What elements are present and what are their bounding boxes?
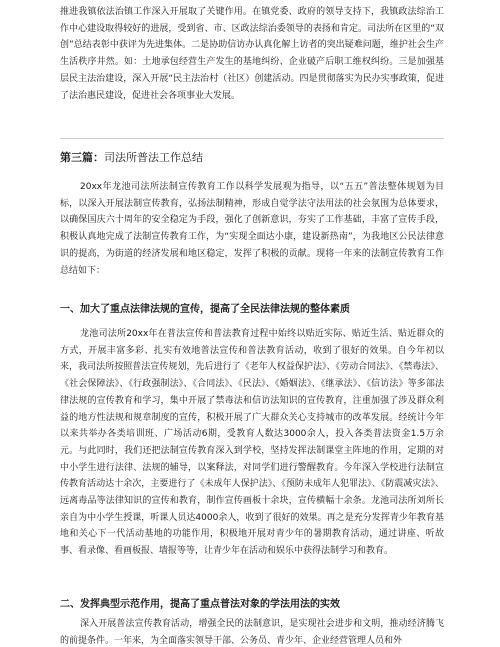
article-title-prefix: 第三篇： xyxy=(60,151,104,164)
section-2-paragraph: 深入开展普法宣传教育活动，增强全民的法制意识，是实现社会进步和文明，推动经济腾飞的前提条件。一年来，为全面落实领导干部、公务员、青少年、企业经营管理人员和外 xyxy=(60,619,444,646)
section-heading-2: 二、发挥典型示范作用，提高了重点普法对象的学法用法的实效 xyxy=(60,599,340,610)
article-title-text: 司法所普法工作总结 xyxy=(104,151,203,164)
section-divider xyxy=(60,138,444,139)
section-1-paragraph: 龙池司法所20xx年在普法宣传和普法教育过程中始终以贴近实际、贴近生活、贴近群众的方式，开展丰富多彩、扎实有效地普法宣传和普法教育活动，收到了很好的效果。自今年初以来，我司法所按照普法宣传规划，先后进行了《老年人权益保护法》、《劳动合同法》、《禁毒法》、《社会保障法》、《行政强制法》、《合同法》、《民法》、《婚姻法》、《继承法》、《信访法》等多部法律法规的宣传教育和学习，集中开展了禁毒法和信访法知识的宣传教育，注重加强了涉及群众利益的地方性法规和规章制度的宣传，积极开展了广大群众关心支持城市的改革发展。经统计今年以来共举办各类培训班、广场活动6期，受教育人数达3000余人，投入各类普法资金1.5万余元。与此同时，我们还把法制宣传教育深入到学校，坚持发挥法制课堂主阵地的作用，定期的对中小学生进行法律、法规的辅导，以案释法，对同学们进行警醒教育。今年深入学校进行法制宣传教育活动达十余次，主要进行了《未成年人保护法》、《预防未成年人犯罪法》、《防震减灾法》、远离毒品等法律知识的宣传和教育，制作宣传画板十余块，宣传横幅十余条。龙池司法所刘所长亲自为中小学生授课，听课人员达4000余人，收到了很好的效果。再之是充分发挥青少年教育基地和关心下一代活动基地的功能作用，积极地开展对青少年的暑期教育活动，通过讲座、听故事、看录像、看画板报、墙报等等，让青少年在活动和娱乐中获得法制学习和教育。 xyxy=(60,329,444,557)
article-title xyxy=(60,150,444,166)
intro-paragraph: 推进我镇依法治镇工作深入开展取了关键作用。在镇党委、政府的领导支持下，我镇政法综治工作中心建设取得较好的进展，受到省、市、区政法综治委领导的表扬和肯定。司法所在区里的“双创”总结表彰中获评为先进集体。二是协助信访办认真化解上访者的突出疑难问题，维护社会生产生活秩序井然。如：土地承包经营生产发生的基地纠纷、企业破产后职工维权纠纷。三是加强基层民主法治建设，深入开展“民主法治村（社区）创建活动。四是贯彻落实为民办实事政策，促进了法治惠民建设，促进社会各项事业大发展。 xyxy=(60,7,444,101)
summary-paragraph: 20xx年龙池司法所法制宣传教育工作以科学发展观为指导，以“五五”普法整体规划为目标，以深入开展法制宣传教育，弘扬法制精神，形成自觉学法守法用法的社会氛围为总体要求，以确保国庆六十周年的安全稳定为手段，强化了创新意识，夯实了工作基础，丰富了宣传手段，积极认真地完成了法制宣传教育工作，为“实现全面达小康，建设新热南”，为我地区公民法律意识的提高，为街道的经济发展和地区稳定，发挥了积极的贡献。现将一年来的法制宣传教育工作总结如下： xyxy=(60,182,444,276)
section-heading-1: 一、加大了重点法律法规的宣传，提高了全民法律法规的整体素质 xyxy=(60,304,350,315)
